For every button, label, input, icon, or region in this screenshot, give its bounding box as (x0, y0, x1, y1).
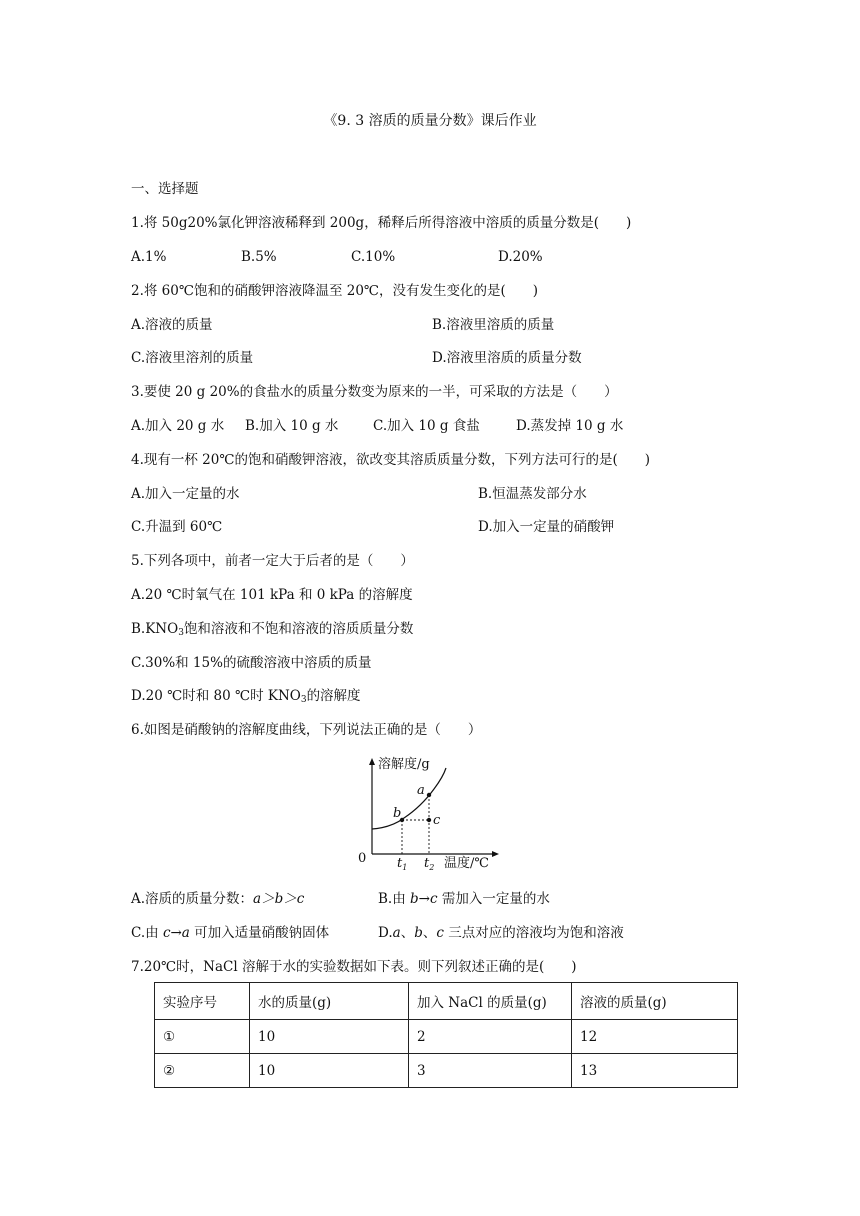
q6-stem: 6.如图是硝酸钠的溶解度曲线，下列说法正确的是（ ） (131, 722, 482, 738)
q5-stem: 5.下列各项中，前者一定大于后者的是（ ） (131, 553, 414, 569)
q3-stem: 3.要使 20 g 20%的食盐水的质量分数变为原来的一半，可采取的方法是（ ） (131, 384, 618, 400)
t1-label: $t_1$ (397, 856, 408, 872)
q4-option-a: A.加入一定量的水 (131, 486, 240, 502)
q3-option-c: C.加入 10 g 食盐 (373, 418, 480, 434)
q1-stem: 1.将 50g20%氯化钾溶液稀释到 200g，稀释后所得溶液中溶质的质量分数是( ) (131, 215, 632, 231)
table-header-row (155, 983, 738, 1020)
point-b-label: b (393, 806, 402, 821)
q4-option-d: D.加入一定量的硝酸钾 (478, 519, 615, 535)
table-cell: 10 (250, 1054, 409, 1088)
q5-option-c: C.30%和 15%的硫酸溶液中溶质的质量 (131, 655, 372, 671)
q2-option-a: A.溶液的质量 (131, 317, 213, 333)
q4-option-b: B.恒温蒸发部分水 (478, 486, 587, 502)
q3-option-a: A.加入 20 g 水 (131, 418, 225, 434)
table-cell: ② (155, 1054, 250, 1088)
q5-option-d: D.20 ℃时和 80 ℃时 $KNO_3$的溶解度 (131, 688, 361, 705)
q2-option-c: C.溶液里溶剂的质量 (131, 350, 254, 366)
table-cell: 10 (250, 1020, 409, 1054)
table-cell: ① (155, 1020, 250, 1054)
q3-option-b: B.加入 10 g 水 (245, 418, 339, 434)
table-cell: 13 (572, 1054, 738, 1088)
q2-option-b: B.溶液里溶质的质量 (432, 317, 555, 333)
document-title: 《9. 3 溶质的质量分数》课后作业 (323, 113, 537, 129)
point-a-marker (427, 793, 431, 797)
table-row (155, 1020, 738, 1054)
origin-label: 0 (358, 851, 367, 866)
point-c-marker (427, 818, 431, 822)
t2-label: $t_2$ (424, 856, 435, 872)
q1-option-d: D.20% (498, 249, 543, 265)
table-header-cell: 加入 NaCl 的质量(g) (409, 983, 572, 1020)
y-axis-label: 溶解度/g (378, 757, 430, 772)
table-row (155, 1054, 738, 1088)
q6-option-a: A.溶质的质量分数：a＞b＞c (131, 891, 305, 907)
q2-option-d: D.溶液里溶质的质量分数 (432, 350, 582, 366)
q6-option-c: C.由 c→a 可加入适量硝酸钠固体 (131, 925, 330, 941)
y-axis-arrow (369, 758, 375, 765)
x-axis-label: 温度/℃ (444, 856, 489, 871)
x-axis-arrow (492, 851, 499, 857)
q1-option-a: A.1% (131, 249, 167, 265)
point-a-label: a (417, 783, 425, 798)
table-cell: 3 (409, 1054, 572, 1088)
q1-option-c: C.10% (351, 249, 396, 265)
q5-option-b: $B.KNO_3$饱和溶液和不饱和溶液的溶质质量分数 (131, 621, 414, 638)
q3-option-d: D.蒸发掉 10 g 水 (516, 418, 624, 434)
q2-stem: 2.将 60℃饱和的硝酸钾溶液降温至 20℃，没有发生变化的是( ) (131, 283, 539, 299)
q4-option-c: C.升温到 60℃ (131, 519, 223, 535)
q7-stem: 7.20℃时，NaCl 溶解于水的实验数据如下表。则下列叙述正确的是( ) (131, 959, 577, 975)
table-header-cell: 水的质量(g) (250, 983, 409, 1020)
nacl-data-table (154, 982, 738, 1088)
q6-option-b: B.由 b→c 需加入一定量的水 (378, 891, 550, 907)
solubility-curve-figure (356, 756, 502, 872)
table-header-cell: 实验序号 (155, 983, 250, 1020)
table-cell: 2 (409, 1020, 572, 1054)
q5-option-a: A.20 ℃时氧气在 101 kPa 和 0 kPa 的溶解度 (131, 587, 413, 603)
table-header-cell: 溶液的质量(g) (572, 983, 738, 1020)
q4-stem: 4.现有一杯 20℃的饱和硝酸钾溶液，欲改变其溶质质量分数，下列方法可行的是( ) (131, 452, 650, 468)
section-heading: 一、选择题 (131, 181, 199, 197)
q6-option-d: D.a、b、c 三点对应的溶液均为饱和溶液 (378, 925, 624, 941)
table-cell: 12 (572, 1020, 738, 1054)
point-c-label: c (433, 813, 441, 828)
q1-option-b: B.5% (241, 249, 277, 265)
